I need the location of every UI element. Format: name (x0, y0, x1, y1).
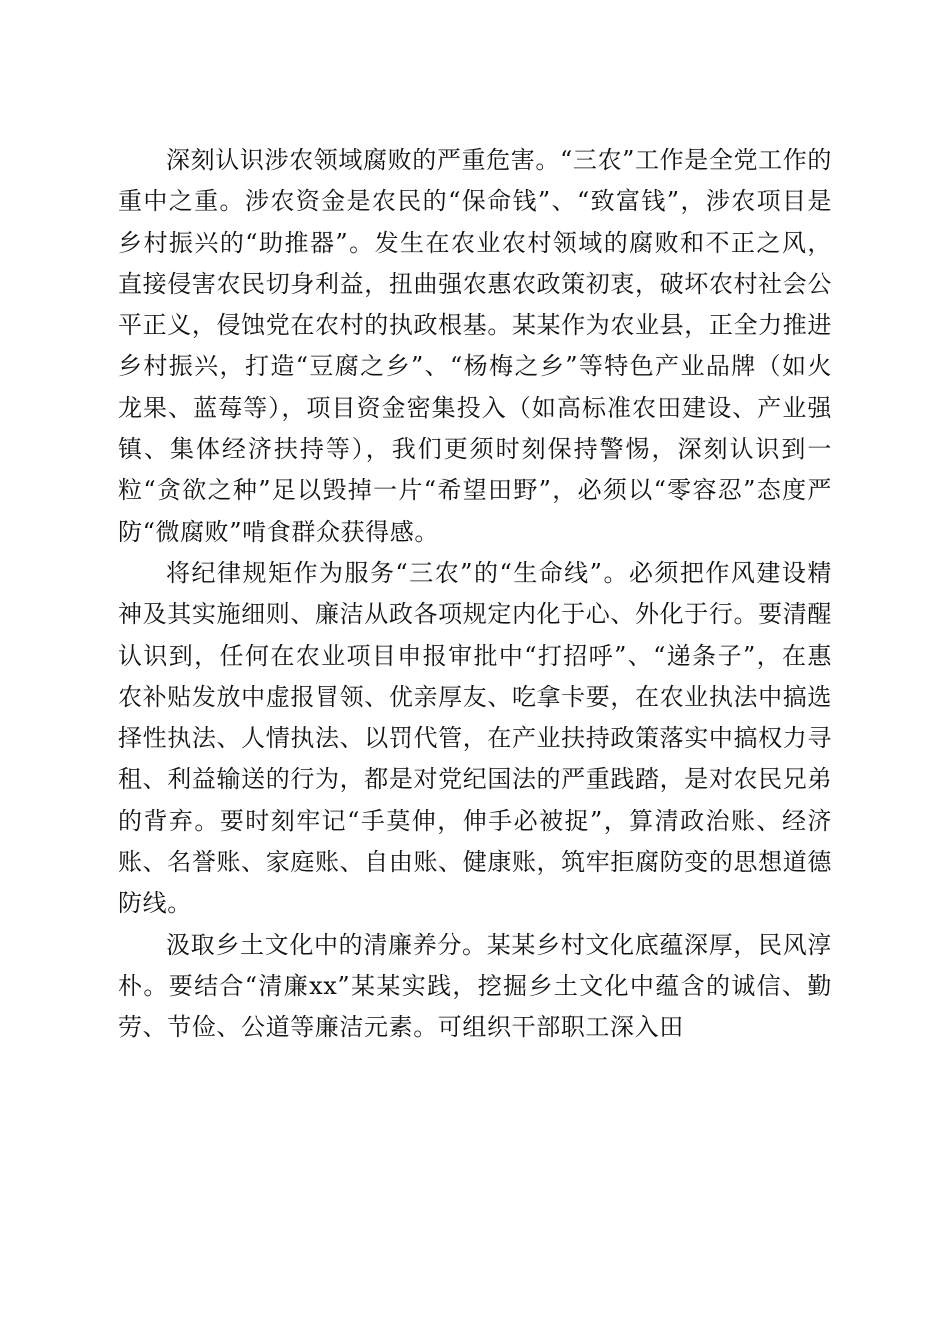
document-body (118, 140, 832, 1049)
paragraph-agri-corruption-harm: 深刻认识涉农领域腐败的严重危害。“三农”工作是全党工作的重中之重。涉农资金是农民的“保命钱”、“致富钱”，涉农项目是乡村振兴的“助推器”。发生在农业农村领域的腐败和不正之风，直接侵害农民切身利益，扭曲强农惠农政策初衷，破坏农村社会公平正义，侵蚀党在农村的执政根基。某某作为农业县，正全力推进乡村振兴，打造“豆腐之乡”、“杨梅之乡”等特色产业品牌（如火龙果、蓝莓等），项目资金密集投入（如高标准农田建设、产业强镇、集体经济扶持等），我们更须时刻保持警惕，深刻认识到一粒“贪欲之种”足以毁掉一片“希望田野”，必须以“零容忍”态度严防“微腐败”啃食群众获得感。 (118, 146, 832, 546)
paragraph-rural-culture: 汲取乡土文化中的清廉养分。某某乡村文化底蕴深厚，民风淳朴。要结合“清廉xx”某某实践，挖掘乡土文化中蕴含的诚信、勤劳、节俭、公道等廉洁元素。可组织干部职工深入田 (118, 930, 832, 1042)
paragraph-discipline-lifeline: 将纪律规矩作为服务“三农”的“生命线”。必须把作风建设精神及其实施细则、廉洁从政各项规定内化于心、外化于行。要清醒认识到，任何在农业项目申报审批中“打招呼”、“递条子”，在惠农补贴发放中虚报冒领、优亲厚友、吃拿卡要，在农业执法中搞选择性执法、人情执法、以罚代管，在产业扶持政策落实中搞权力寻租、利益输送的行为，都是对党纪国法的严重践踏，是对农民兄弟的背弃。要时刻牢记“手莫伸，伸手必被捉”，算清政治账、经济账、名誉账、家庭账、自由账、健康账，筑牢拒腐防变的思想道德防线。 (118, 558, 832, 918)
